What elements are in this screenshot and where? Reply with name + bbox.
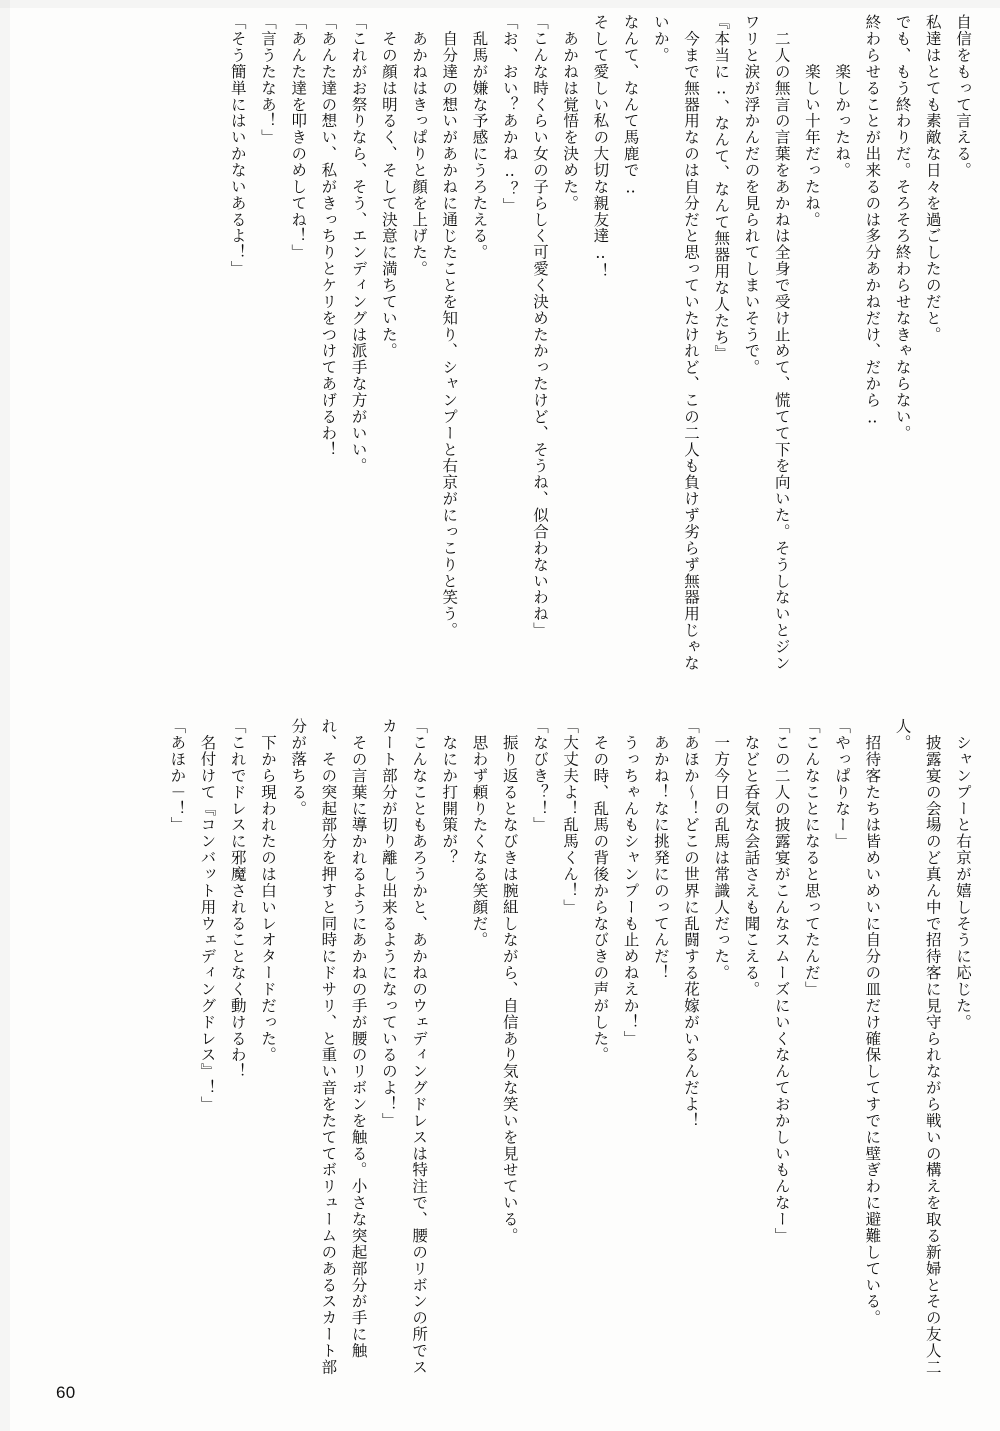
paragraph: あかねはきっぱりと顔を上げた。 xyxy=(410,14,429,277)
paragraph: なんて、なんて馬鹿で‥ xyxy=(621,14,640,198)
paragraph: 「なびき？！」 xyxy=(530,718,549,834)
paragraph: 私達はとても素敵な日々を過ごしたのだと。 xyxy=(923,14,942,343)
paragraph: そして愛しい私の大切な親友達‥！ xyxy=(591,14,610,280)
page-number: 60 xyxy=(56,1383,76,1402)
paragraph: 自分達の想いがあかねに通じたことを知り、シャンプーと右京がにっこりと笑う。 xyxy=(440,14,459,639)
paragraph: 思わず頼りたくなる笑顔だ。 xyxy=(470,718,489,949)
paragraph: なにか打開策が？ xyxy=(440,718,459,866)
paragraph: 楽しかったね。 xyxy=(833,14,852,179)
paragraph: 「大丈夫よ！乱馬くん！」 xyxy=(561,718,580,916)
paragraph: うっちゃんもシャンプーも止めねえか！」 xyxy=(621,718,640,1047)
paragraph: 披露宴の会場のど真ん中で招待客に見守られながら戦いの構えを取る新婦とその友人二人。 xyxy=(893,718,942,1376)
paragraph: などと呑気な会話さえも聞こえる。 xyxy=(742,718,761,998)
paragraph: 「この二人の披露宴がこんなスムーズにいくなんておかしいもんなー」 xyxy=(772,718,791,1244)
paragraph: 「これでドレスに邪魔されることなく動けるわ！ xyxy=(228,718,247,1080)
paragraph: 「あんた達を叩きのめしてね！」 xyxy=(289,14,308,261)
paragraph: その言葉に導かれるようにあかねの手が腰のリボンを触る。小さな突起部分が手に触れ、その突起部分を押すと同時にドサリ、と重い音をたててボリュームのあるスカート部分が落ちる。 xyxy=(289,718,368,1376)
paragraph: その顔は明るく、そして決意に満ちていた。 xyxy=(379,14,398,360)
paragraph: 「そう簡単にはいかないあるよ！」 xyxy=(228,14,247,277)
paragraph: 「こんなこともあろうかと、あかねのウェディングドレスは特注で、腰のリボンの所でスカート部分が切り離し出来るようになっているのよ！」 xyxy=(379,718,429,1376)
paragraph: 「お、おい？あかね‥？」 xyxy=(500,14,519,214)
paragraph: 招待客たちは皆めいめいに自分の皿だけ確保してすでに壁ぎわに避難している。 xyxy=(863,718,882,1326)
paragraph: 『本当に‥、なんて、なんて無器用な人たち』 xyxy=(712,14,731,362)
paragraph: 楽しい十年だったね。 xyxy=(802,14,821,228)
text-block-lower xyxy=(38,718,978,1388)
paragraph: 「あほか～！どこの世界に乱闘する花嫁がいるんだよ！ xyxy=(682,718,701,1129)
paragraph: 二人の無言の言葉をあかねは全身で受け止めて、慌てて下を向いた。そうしないとジンワリと涙が浮かんだのを見られてしまいそうで。 xyxy=(742,14,791,672)
paragraph: でも、もう終わりだ。そろそろ終わらせなきゃならない。 xyxy=(893,14,912,442)
paragraph: 「言うたなあ！」 xyxy=(258,14,277,146)
paragraph: 自信をもって言える。 xyxy=(954,14,972,179)
paragraph: 「これがお祭りなら、そう、エンディングは派手な方がいい。 xyxy=(349,14,368,475)
scan-edge-left xyxy=(0,0,10,1431)
paragraph: 「やっぱりなー」 xyxy=(833,718,852,850)
paragraph: 今まで無器用なのは自分だと思っていたけれど、この二人も負けず劣らず無器用じゃないか。 xyxy=(651,14,701,672)
paragraph: あかね！なに挑発にのってんだ！ xyxy=(651,718,670,981)
paragraph: 「こんなことになると思ってたんだ」 xyxy=(802,718,821,998)
text-block-upper xyxy=(38,14,978,674)
paragraph: シャンプーと右京が嬉しそうに応じた。 xyxy=(954,718,972,1031)
paragraph: あかねは覚悟を決めた。 xyxy=(561,14,580,212)
paragraph: 下から現われたのは白いレオタードだった。 xyxy=(258,718,277,1064)
paragraph: 「あほか－！」 xyxy=(168,718,187,834)
paragraph: その時、乱馬の背後からなびきの声がした。 xyxy=(591,718,610,1064)
paragraph: 終わらせることが出来るのは多分あかねだけ、だから‥ xyxy=(863,14,882,428)
paragraph: 「あんた達の想い、私がきっちりとケリをつけてあげるわ！ xyxy=(319,14,338,458)
paragraph: 乱馬が嫌な予感にうろたえる。 xyxy=(470,14,489,261)
paragraph: 一方今日の乱馬は常識人だった。 xyxy=(712,718,731,981)
scan-edge-top xyxy=(0,0,1000,8)
paragraph: 振り返るとなびきは腕組しながら、自信あり気な笑いを見せている。 xyxy=(500,718,519,1244)
paragraph: 「こんな時くらい女の子らしく可愛く決めたかったけど、そうね、似合わないわね」 xyxy=(530,14,549,639)
paragraph: 名付けて『コンバット用ウェディングドレス』！」 xyxy=(198,718,217,1113)
